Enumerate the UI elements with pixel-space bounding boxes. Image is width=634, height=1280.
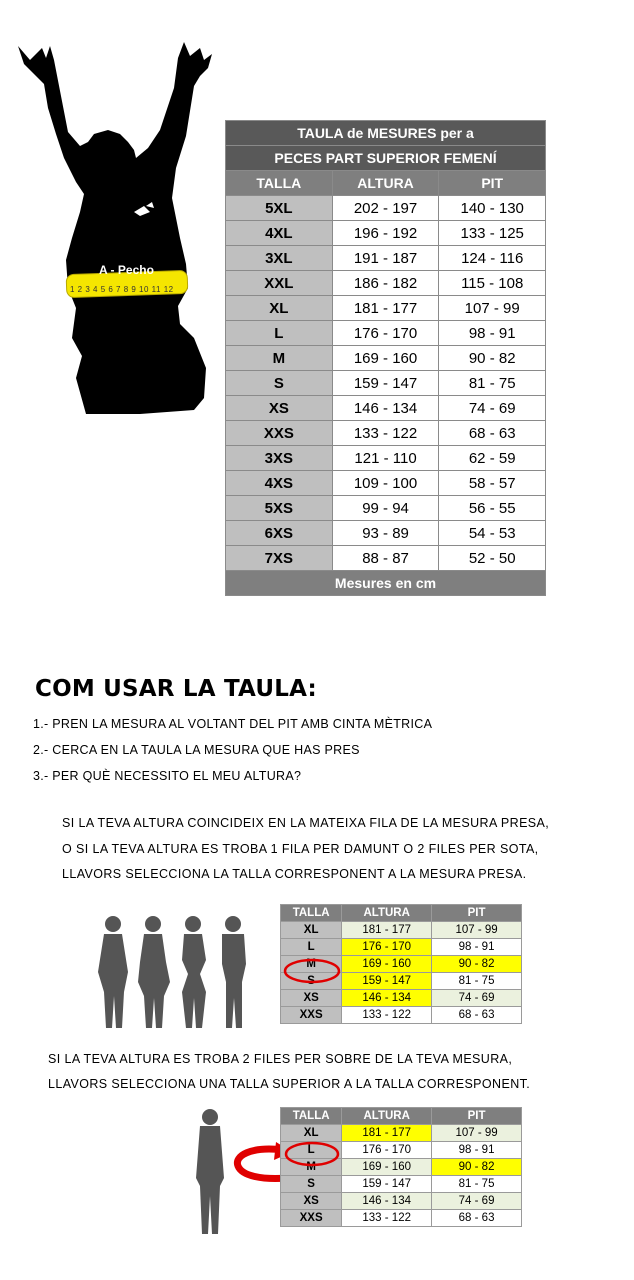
table-row — [226, 271, 546, 296]
ex1-header-talla: TALLA — [281, 905, 342, 922]
step-1: 1.- PREN LA MESURA AL VOLTANT DEL PIT AMB CINTA MÈTRICA — [33, 717, 433, 731]
woman-figure-icon — [196, 1109, 224, 1234]
table-footer: Mesures en cm — [226, 571, 546, 596]
table-row — [281, 990, 522, 1007]
chest-cell: 133 - 125 — [439, 221, 546, 246]
step-3: 3.- PER QUÈ NECESSITO EL MEU ALTURA? — [33, 769, 302, 783]
height-cell: 202 - 197 — [332, 196, 439, 221]
table-row — [226, 521, 546, 546]
height-cell: 186 - 182 — [332, 271, 439, 296]
height-cell: 176 - 170 — [342, 939, 432, 956]
height-cell: 146 - 134 — [342, 1193, 432, 1210]
size-cell: 3XS — [226, 446, 333, 471]
height-cell: 146 - 134 — [332, 396, 439, 421]
height-cell: 88 - 87 — [332, 546, 439, 571]
height-cell: 169 - 160 — [332, 346, 439, 371]
table-row — [226, 296, 546, 321]
table-row — [281, 1210, 522, 1227]
chest-cell: 98 - 91 — [439, 321, 546, 346]
height-cell: 146 - 134 — [342, 990, 432, 1007]
chest-cell: 68 - 63 — [432, 1210, 522, 1227]
chest-cell: 62 - 59 — [439, 446, 546, 471]
table-row — [281, 1125, 522, 1142]
body-shape-icon — [222, 916, 246, 1028]
table-row — [226, 446, 546, 471]
height-cell: 109 - 100 — [332, 471, 439, 496]
size-cell: S — [226, 371, 333, 396]
chest-cell: 90 - 82 — [439, 346, 546, 371]
body-shape-icon — [182, 916, 206, 1028]
chest-cell: 74 - 69 — [439, 396, 546, 421]
tape-label: A - Pecho — [99, 263, 154, 277]
table-row — [281, 922, 522, 939]
size-cell: XXL — [226, 271, 333, 296]
ex2-header-altura: ALTURA — [342, 1108, 432, 1125]
height-cell: 169 - 160 — [342, 956, 432, 973]
size-cell: 3XL — [226, 246, 333, 271]
height-cell: 181 - 177 — [332, 296, 439, 321]
body-shape-icon — [138, 916, 170, 1028]
size-cell: XS — [281, 990, 342, 1007]
chest-cell: 68 - 63 — [432, 1007, 522, 1024]
size-cell: M — [226, 346, 333, 371]
height-cell: 133 - 122 — [342, 1007, 432, 1024]
ex1-header-pit: PIT — [432, 905, 522, 922]
chest-cell: 81 - 75 — [439, 371, 546, 396]
chest-cell: 107 - 99 — [432, 1125, 522, 1142]
ex2-body — [281, 1125, 522, 1227]
height-cell: 191 - 187 — [332, 246, 439, 271]
table-row — [226, 371, 546, 396]
height-cell: 133 - 122 — [342, 1210, 432, 1227]
table-title-line2: PECES PART SUPERIOR FEMENÍ — [226, 146, 546, 171]
chest-cell: 107 - 99 — [432, 922, 522, 939]
size-cell: XXS — [226, 421, 333, 446]
table-row — [226, 221, 546, 246]
height-cell: 121 - 110 — [332, 446, 439, 471]
height-cell: 181 - 177 — [342, 922, 432, 939]
chest-cell: 52 - 50 — [439, 546, 546, 571]
ex2-header-pit: PIT — [432, 1108, 522, 1125]
woman-figure — [188, 1106, 232, 1238]
table-row — [226, 246, 546, 271]
silhouette-icon — [18, 42, 212, 414]
height-cell: 133 - 122 — [332, 421, 439, 446]
table-row — [281, 1193, 522, 1210]
size-chart-table — [225, 120, 546, 596]
table-body — [226, 196, 546, 571]
header-pit: PIT — [439, 171, 546, 196]
size-cell: 5XS — [226, 496, 333, 521]
header-altura: ALTURA — [332, 171, 439, 196]
table-row — [281, 1176, 522, 1193]
chest-cell: 90 - 82 — [432, 1159, 522, 1176]
height-cell: 159 - 147 — [342, 1176, 432, 1193]
chest-cell: 74 - 69 — [432, 1193, 522, 1210]
size-cell: XL — [281, 1125, 342, 1142]
size-cell: XS — [226, 396, 333, 421]
chest-cell: 81 - 75 — [432, 973, 522, 990]
header-talla: TALLA — [226, 171, 333, 196]
rule1-line3: LLAVORS SELECCIONA LA TALLA CORRESPONENT A LA MESURA PRESA. — [62, 867, 527, 881]
size-cell: XXS — [281, 1007, 342, 1024]
size-cell: XL — [226, 296, 333, 321]
chest-cell: 140 - 130 — [439, 196, 546, 221]
rule2-line2: LLAVORS SELECCIONA UNA TALLA SUPERIOR A LA TALLA CORRESPONENT. — [48, 1077, 531, 1091]
size-cell: S — [281, 973, 342, 990]
table-row — [226, 421, 546, 446]
size-cell: M — [281, 1159, 342, 1176]
size-cell: 4XS — [226, 471, 333, 496]
size-cell: 7XS — [226, 546, 333, 571]
ex2-header-talla: TALLA — [281, 1108, 342, 1125]
table-row — [226, 546, 546, 571]
size-cell: XS — [281, 1193, 342, 1210]
chest-cell: 90 - 82 — [432, 956, 522, 973]
table-row — [226, 471, 546, 496]
size-cell: XXS — [281, 1210, 342, 1227]
chest-cell: 115 - 108 — [439, 271, 546, 296]
chest-cell: 68 - 63 — [439, 421, 546, 446]
table-row — [281, 939, 522, 956]
height-cell: 93 - 89 — [332, 521, 439, 546]
height-cell: 159 - 147 — [332, 371, 439, 396]
chest-cell: 124 - 116 — [439, 246, 546, 271]
size-cell: 4XL — [226, 221, 333, 246]
height-cell: 176 - 170 — [342, 1142, 432, 1159]
table-row — [226, 321, 546, 346]
chest-cell: 98 - 91 — [432, 939, 522, 956]
rule1-line1: SI LA TEVA ALTURA COINCIDEIX EN LA MATEIXA FILA DE LA MESURA PRESA, — [62, 816, 550, 830]
red-circle-marker — [283, 1141, 341, 1167]
rule2-line1: SI LA TEVA ALTURA ES TROBA 2 FILES PER SOBRE DE LA TEVA MESURA, — [48, 1052, 513, 1066]
instructions-heading: COM USAR LA TAULA: — [35, 676, 317, 702]
table-row — [281, 1007, 522, 1024]
rule1-line2: O SI LA TEVA ALTURA ES TROBA 1 FILA PER DAMUNT O 2 FILES PER SOTA, — [62, 842, 539, 856]
example2-table — [280, 1107, 522, 1227]
tape-numbers: 1 2 3 4 5 6 7 8 9 10 11 12 — [70, 285, 174, 294]
height-cell: 181 - 177 — [342, 1125, 432, 1142]
table-row — [226, 346, 546, 371]
height-cell: 99 - 94 — [332, 496, 439, 521]
chest-cell: 107 - 99 — [439, 296, 546, 321]
chest-cell: 74 - 69 — [432, 990, 522, 1007]
height-cell: 196 - 192 — [332, 221, 439, 246]
size-cell: M — [281, 956, 342, 973]
woman-silhouette-figure — [10, 38, 220, 418]
step-2: 2.- CERCA EN LA TAULA LA MESURA QUE HAS PRES — [33, 743, 360, 757]
body-shape-icon — [98, 916, 128, 1028]
table-row — [226, 196, 546, 221]
chest-cell: 81 - 75 — [432, 1176, 522, 1193]
size-cell: L — [281, 1142, 342, 1159]
table-title-line1: TAULA de MESURES per a — [226, 121, 546, 146]
table-row — [226, 496, 546, 521]
body-shapes-figure — [96, 912, 256, 1030]
size-cell: L — [226, 321, 333, 346]
size-cell: 5XL — [226, 196, 333, 221]
table-row — [226, 396, 546, 421]
size-cell: 6XS — [226, 521, 333, 546]
chest-cell: 58 - 57 — [439, 471, 546, 496]
size-cell: XL — [281, 922, 342, 939]
ex1-header-altura: ALTURA — [342, 905, 432, 922]
red-circle-marker — [282, 958, 342, 984]
height-cell: 169 - 160 — [342, 1159, 432, 1176]
size-cell: L — [281, 939, 342, 956]
height-cell: 159 - 147 — [342, 973, 432, 990]
chest-cell: 56 - 55 — [439, 496, 546, 521]
size-cell: S — [281, 1176, 342, 1193]
chest-cell: 98 - 91 — [432, 1142, 522, 1159]
chest-cell: 54 - 53 — [439, 521, 546, 546]
height-cell: 176 - 170 — [332, 321, 439, 346]
